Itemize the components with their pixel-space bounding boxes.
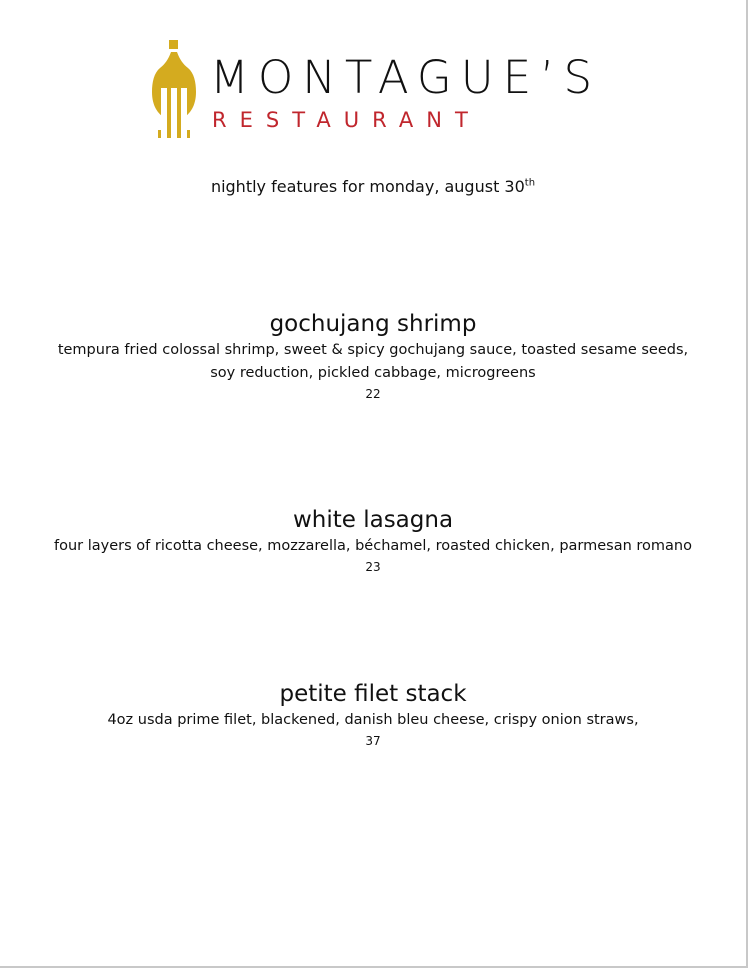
menu-item-description: 4oz usda prime filet, blackened, danish bleu cheese, crispy onion straws, — [107, 712, 639, 728]
menu-item — [0, 505, 746, 576]
menu-item-description: four layers of ricotta cheese, mozzarella, béchamel, roasted chicken, parmesan romano — [54, 538, 692, 554]
features-text: nightly features for monday, august 30 — [210, 177, 525, 196]
menu-item-name: white lasagna — [292, 507, 454, 533]
restaurant-name: MONTAGUE’S — [210, 51, 602, 104]
fork-icon — [150, 40, 198, 140]
features-heading — [0, 176, 746, 198]
menu-item — [0, 679, 746, 750]
restaurant-logo — [150, 40, 600, 140]
menu-item-price: 22 — [365, 387, 381, 401]
menu-item-description: tempura fried colossal shrimp, sweet & spicy gochujang sauce, toasted sesame seeds, — [57, 342, 689, 358]
menu-item — [0, 309, 746, 403]
date-ordinal-suffix: th — [524, 177, 536, 189]
menu-item-price: 37 — [365, 734, 381, 748]
menu-item-name: gochujang shrimp — [269, 311, 477, 337]
menu-item-name: petite filet stack — [279, 681, 467, 707]
restaurant-subtitle: RESTAURANT — [212, 108, 481, 132]
menu-item-price: 23 — [365, 560, 381, 574]
menu-item-description: soy reduction, pickled cabbage, microgreens — [210, 365, 536, 381]
